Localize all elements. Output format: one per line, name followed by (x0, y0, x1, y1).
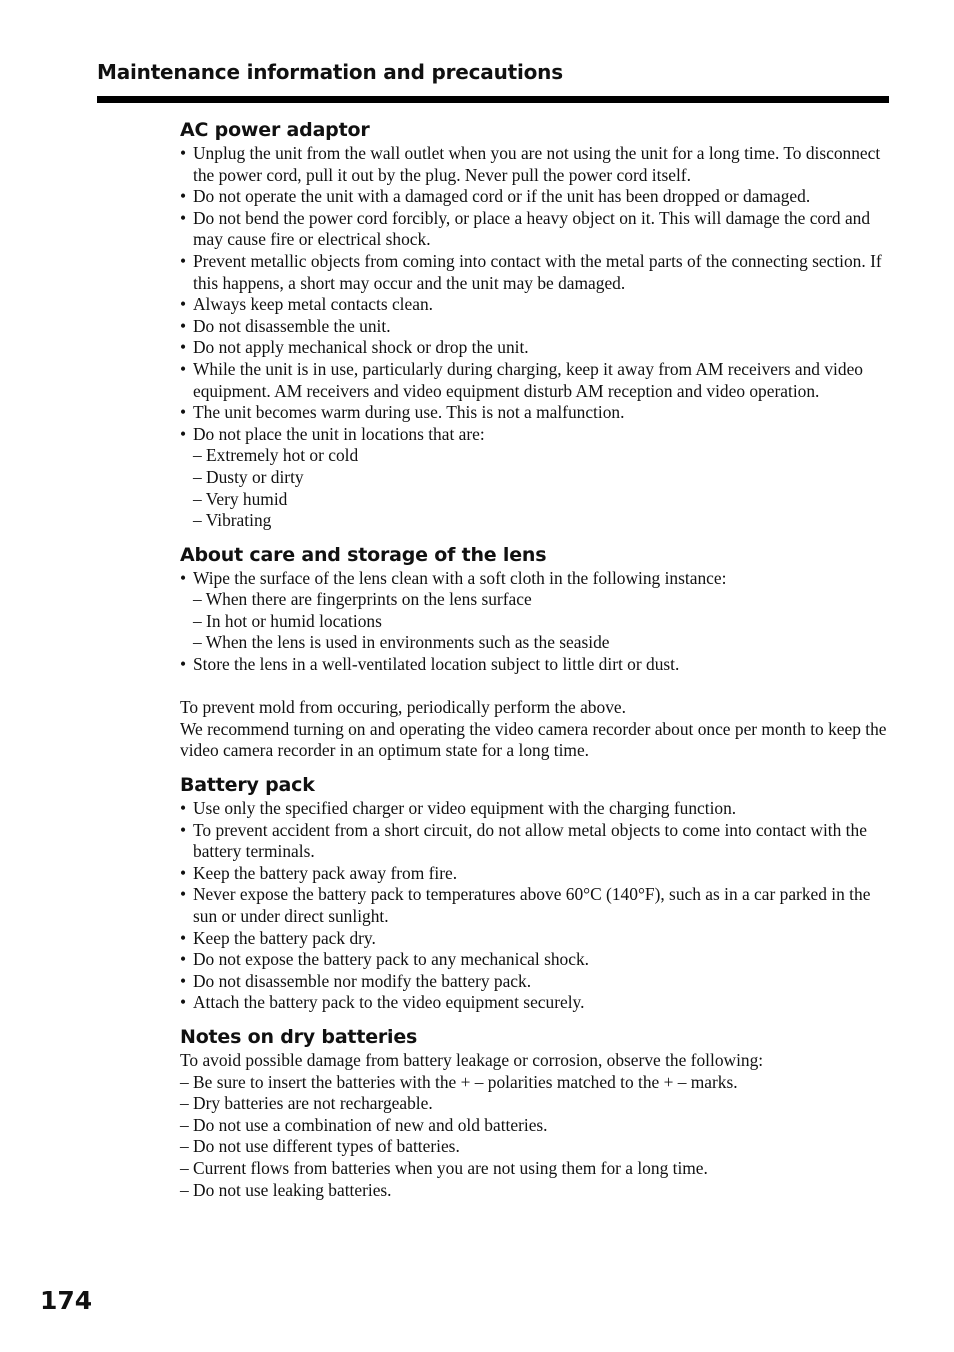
list-item: • Do not bend the power cord forcibly, or place a heavy object on it. This will damage the cord and may cause fire or electrical shock. (180, 207, 871, 250)
sub-list-item: – When the lens is used in environments such as the seaside (193, 632, 610, 653)
sub-list-item: – Dusty or dirty (193, 466, 304, 487)
list-item: • Do not disassemble nor modify the battery pack. (180, 970, 532, 991)
section-lens-care (180, 543, 892, 762)
list-item: • Use only the specified charger or video equipment with the charging function. (180, 798, 737, 819)
list-item: • Do not apply mechanical shock or drop the unit. (180, 337, 529, 358)
list-item: • Always keep metal contacts clean. (180, 294, 433, 315)
section-battery-pack (180, 773, 892, 1014)
list-item: • While the unit is in use, particularly during charging, keep it away from AM receivers and video equipment. AM receivers and video equipment disturb AM reception and video operation. (180, 358, 863, 401)
sub-list-item: – Extremely hot or cold (193, 445, 359, 466)
list-item: • Do not disassemble the unit. (180, 315, 391, 336)
section-title: AC power adaptor (180, 119, 370, 141)
section-dry-batteries (180, 1025, 892, 1201)
page-content (180, 118, 892, 1212)
list-item: – Current flows from batteries when you are not using them for a long time. (180, 1157, 708, 1178)
list-item: • Wipe the surface of the lens clean with a soft cloth in the following instance: (180, 567, 727, 588)
sub-list-item: – When there are fingerprints on the lens surface (193, 589, 532, 610)
list-item: – Be sure to insert the batteries with the + – polarities matched to the + – marks. (180, 1071, 738, 1092)
list-item: • The unit becomes warm during use. This is not a malfunction. (180, 402, 625, 423)
list-item: • To prevent accident from a short circuit, do not allow metal objects to come into contact with the battery terminals. (180, 819, 867, 862)
section-title: Notes on dry batteries (180, 1025, 418, 1048)
list-item: • Attach the battery pack to the video equipment securely. (180, 992, 585, 1013)
list-item: – Do not use a combination of new and old batteries. (180, 1114, 548, 1135)
paragraph: To avoid possible damage from battery leakage or corrosion, observe the following: (180, 1049, 764, 1070)
section-title: Battery pack (180, 774, 315, 797)
list-item: • Keep the battery pack away from fire. (180, 862, 458, 883)
page-header-title: Maintenance information and precautions (97, 60, 563, 84)
section-ac-power-adaptor (180, 118, 892, 532)
list-item: – Do not use different types of batteries. (180, 1136, 460, 1157)
paragraph: To prevent mold from occuring, periodically perform the above. (180, 697, 626, 718)
list-item: • Unplug the unit from the wall outlet when you are not using the unit for a long time. To disconnect the power cord, pull it out by the plug. Never pull the power cord itself. (180, 143, 881, 185)
list-item: • Do not operate the unit with a damaged cord or if the unit has been dropped or damaged. (180, 186, 811, 207)
list-item: • Keep the battery pack dry. (180, 927, 376, 948)
list-item: • Prevent metallic objects from coming into contact with the metal parts of the connecting section. If this happens, a short may occur and the unit may be damaged. (180, 250, 882, 293)
list-item: • Never expose the battery pack to temperatures above 60°C (140°F), such as in a car parked in the sun or under direct sunlight. (180, 884, 871, 926)
page-number: 174 (40, 1286, 93, 1315)
list-item: – Dry batteries are not rechargeable. (180, 1093, 433, 1114)
list-item: – Do not use leaking batteries. (180, 1179, 392, 1200)
paragraph: We recommend turning on and operating the video camera recorder about once per month to keep the video camera recorder in an optimum state for a long time. (180, 718, 887, 761)
header-divider (97, 96, 889, 103)
list-item: • Store the lens in a well-ventilated location subject to little dirt or dust. (180, 654, 680, 675)
list-item: • Do not place the unit in locations that are: (180, 423, 485, 444)
sub-list-item: – Very humid (193, 488, 288, 509)
section-title: About care and storage of the lens (180, 543, 547, 566)
sub-list-item: – Vibrating (193, 510, 272, 531)
sub-list-item: – In hot or humid locations (193, 610, 382, 631)
list-item: • Do not expose the battery pack to any mechanical shock. (180, 949, 589, 970)
